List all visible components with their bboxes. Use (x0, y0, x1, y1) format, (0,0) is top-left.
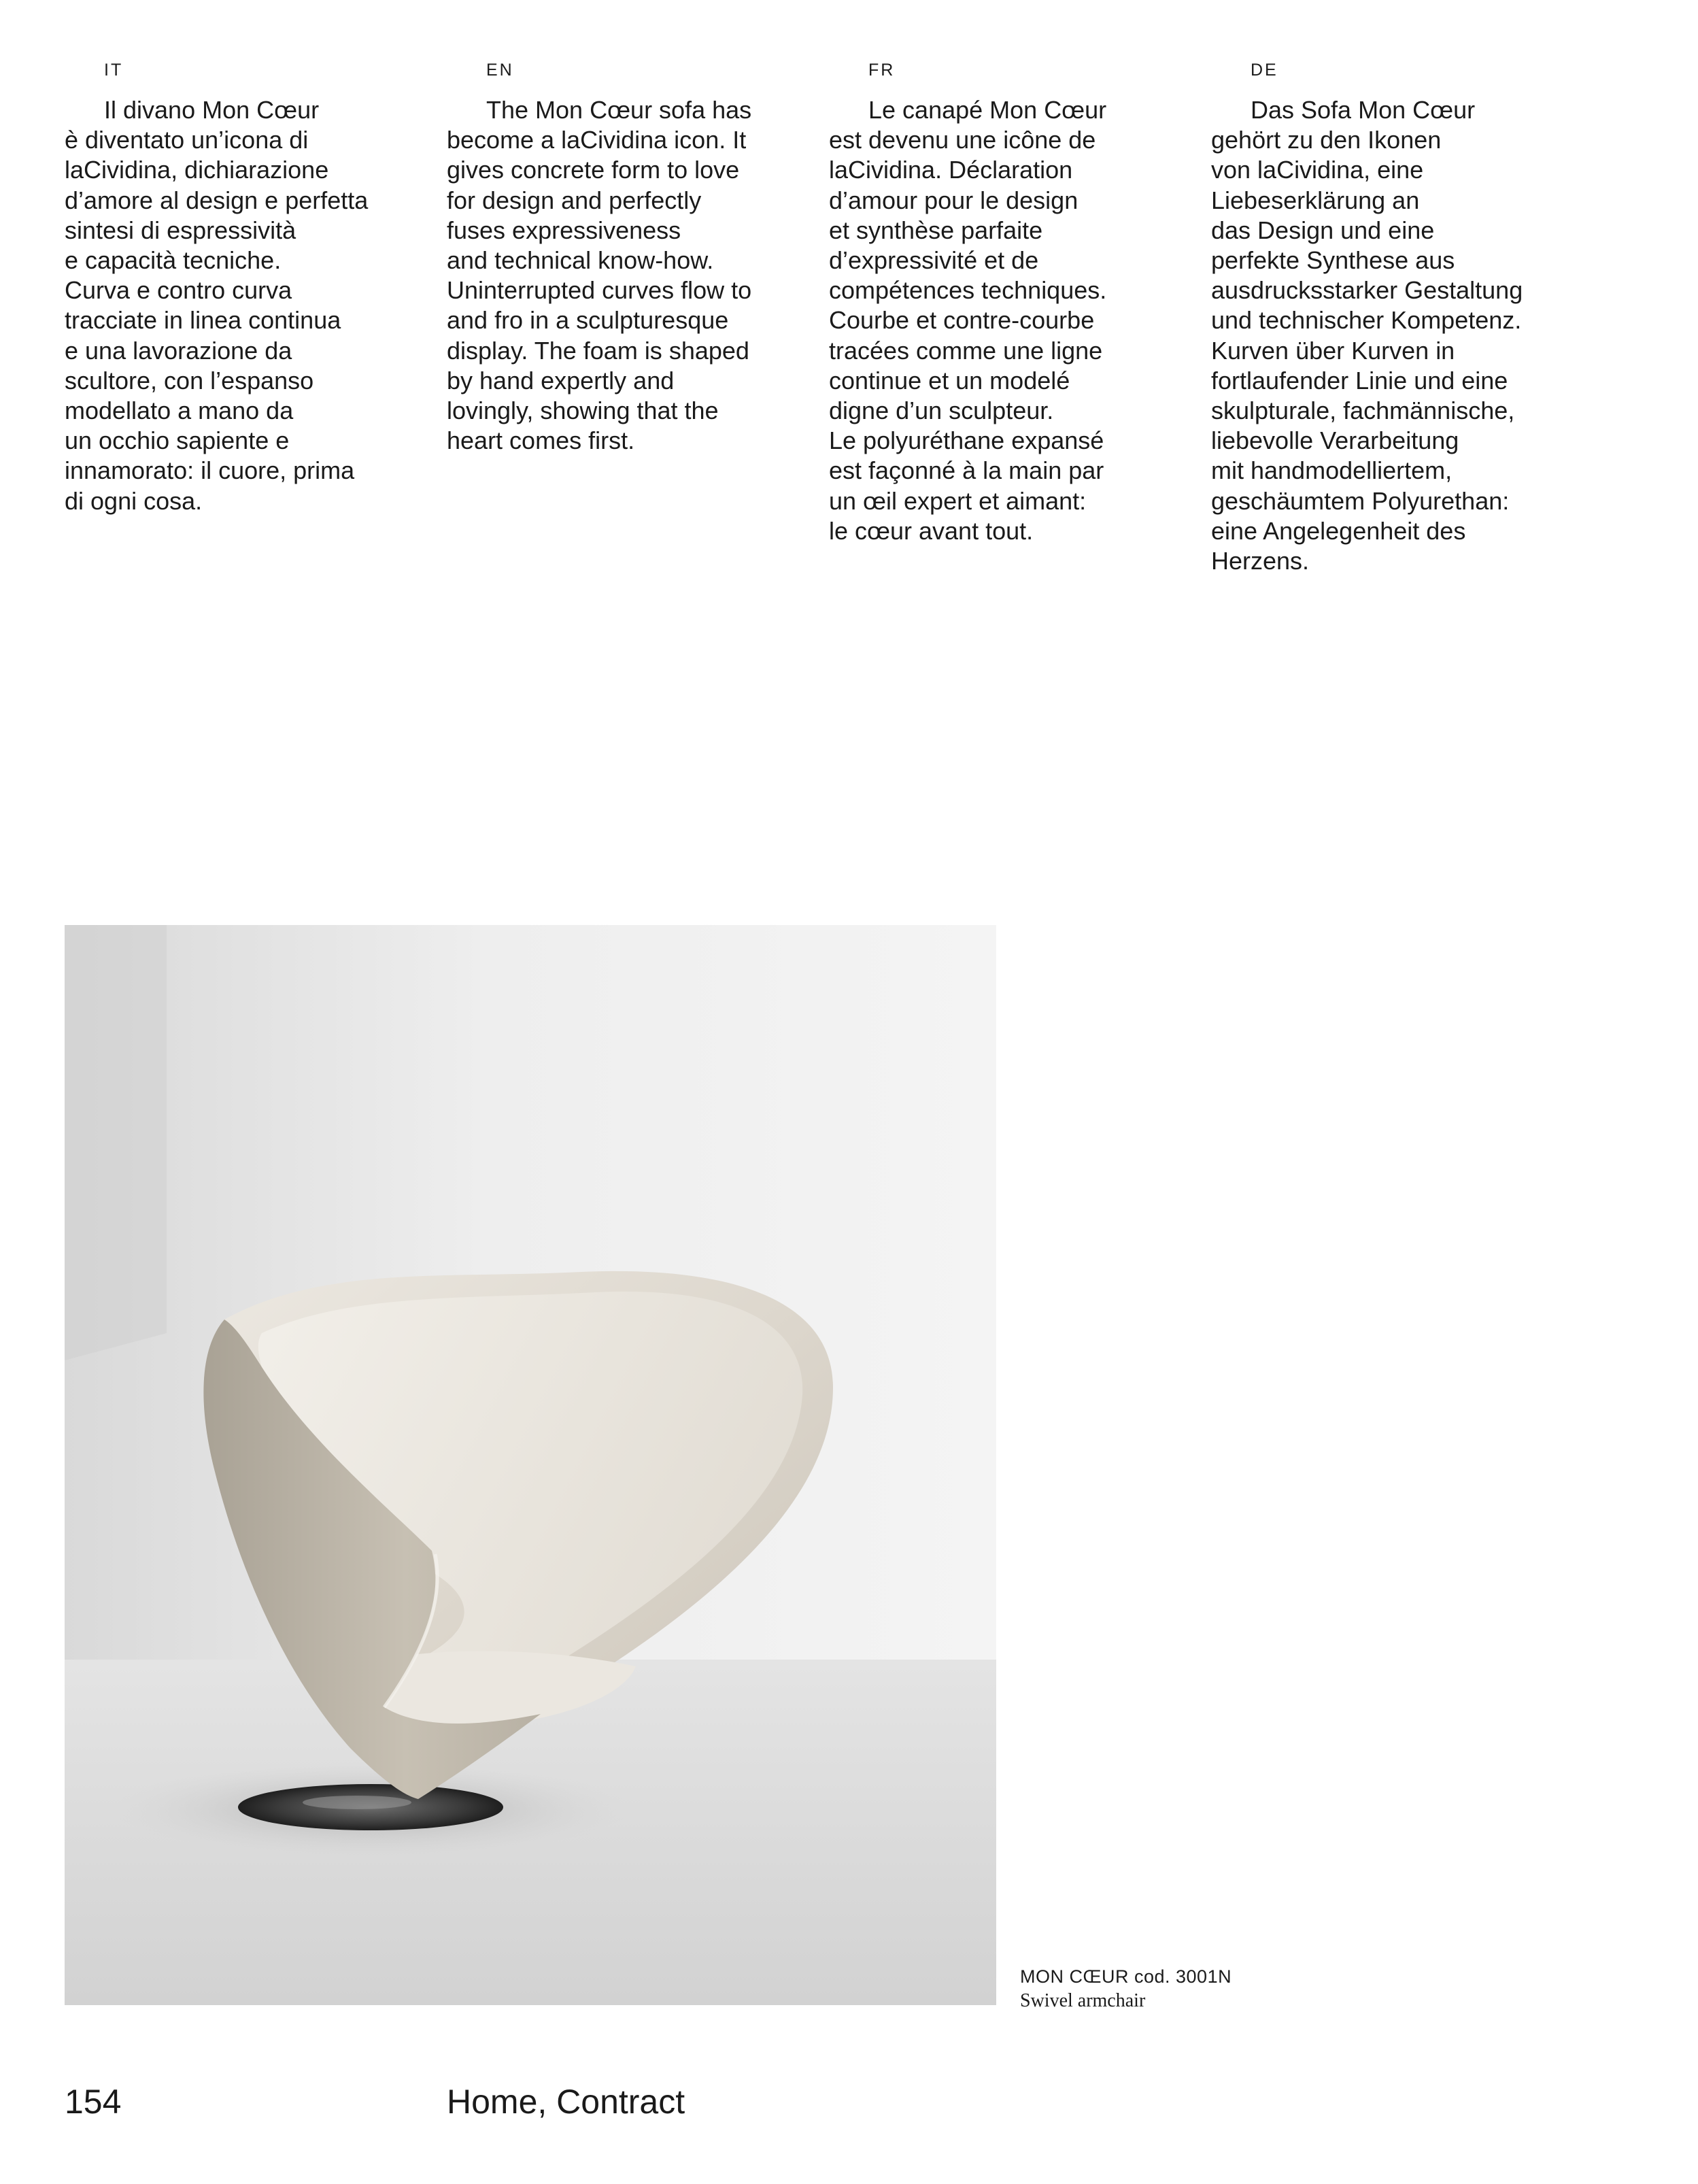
text-column-de (1211, 60, 1565, 576)
text-line: è diventato un’icona di (65, 126, 309, 154)
text-column-en (447, 60, 800, 456)
armchair-illustration (65, 925, 996, 2005)
text-line: laCividina, dichiarazione (65, 156, 329, 184)
language-label: EN (486, 61, 514, 80)
text-line: d’amour pour le design (829, 186, 1079, 214)
text-line: compétences techniques. (829, 276, 1107, 305)
text-line: geschäumtem Polyurethan: (1211, 486, 1510, 515)
text-line: skulpturale, fachmännische, (1211, 397, 1515, 425)
text-line: d’expressivité et de (829, 246, 1039, 275)
text-line: ausdrucksstarker Gestaltung (1211, 276, 1523, 305)
product-name: MON CŒUR cod. 3001N (1020, 1966, 1232, 1987)
text-line: Curva e contro curva (65, 276, 292, 305)
text-line: Liebeserklärung an (1211, 186, 1420, 214)
text-line: est façonné à la main par (829, 456, 1104, 485)
text-column-it (65, 60, 418, 516)
product-type: Swivel armchair (1020, 1990, 1146, 2011)
body-text (1211, 95, 1565, 576)
text-line: continue et un modelé (829, 366, 1070, 394)
text-line: eine Angelegenheit des (1211, 516, 1466, 545)
language-label: IT (104, 61, 124, 80)
text-line: and fro in a sculpturesque (447, 306, 729, 335)
text-line: Kurven über Kurven in (1211, 336, 1455, 365)
text-line: modellato a mano da (65, 397, 294, 425)
text-line: tracciate in linea continua (65, 306, 341, 335)
section-title: Home, Contract (447, 2083, 685, 2121)
text-line: gives concrete form to love (447, 156, 740, 184)
text-line: innamorato: il cuore, prima (65, 456, 355, 485)
text-line: sintesi di espressività (65, 216, 296, 244)
text-line: tracées comme une ligne (829, 336, 1103, 365)
base-highlight (303, 1796, 411, 1809)
body-text (447, 95, 800, 456)
text-line: mit handmodelliertem, (1211, 456, 1453, 485)
text-line: und technischer Kompetenz. (1211, 306, 1522, 335)
text-line: heart comes first. (447, 426, 635, 455)
text-line: display. The foam is shaped (447, 336, 749, 365)
text-line: est devenu une icône de (829, 126, 1096, 154)
text-line: d’amore al design e perfetta (65, 186, 369, 214)
text-line: un occhio sapiente e (65, 426, 290, 455)
text-line: The Mon Cœur sofa has (486, 96, 752, 124)
product-photo (65, 925, 996, 2005)
text-line: become a laCividina icon. It (447, 126, 747, 154)
text-line: le cœur avant tout. (829, 516, 1034, 545)
text-line: e una lavorazione da (65, 336, 292, 365)
text-line: fuses expressiveness (447, 216, 681, 244)
text-line: Le canapé Mon Cœur (868, 96, 1107, 124)
text-line: perfekte Synthese aus (1211, 246, 1455, 275)
text-line: Uninterrupted curves flow to (447, 276, 752, 305)
text-line: un œil expert et aimant: (829, 486, 1087, 515)
language-label: FR (868, 61, 896, 80)
text-line: di ogni cosa. (65, 486, 203, 515)
language-label: DE (1251, 61, 1278, 80)
text-line: by hand expertly and (447, 366, 675, 394)
body-text (65, 95, 418, 516)
text-line: fortlaufender Linie und eine (1211, 366, 1508, 394)
text-line: Herzens. (1211, 547, 1310, 575)
page-number: 154 (65, 2083, 122, 2121)
text-line: das Design und eine (1211, 216, 1435, 244)
text-line: e capacità tecniche. (65, 246, 282, 275)
text-line: scultore, con l’espanso (65, 366, 314, 394)
text-line: Le polyuréthane expansé (829, 426, 1104, 455)
text-line: digne d’un sculpteur. (829, 397, 1054, 425)
text-line: and technical know-how. (447, 246, 714, 275)
text-line: for design and perfectly (447, 186, 702, 214)
text-line: gehört zu den Ikonen (1211, 126, 1442, 154)
photo-caption (1020, 1964, 1232, 2013)
text-line: von laCividina, eine (1211, 156, 1424, 184)
text-line: Il divano Mon Cœur (104, 96, 320, 124)
text-line: laCividina. Déclaration (829, 156, 1073, 184)
text-line: lovingly, showing that the (447, 397, 719, 425)
text-line: Courbe et contre-courbe (829, 306, 1095, 335)
text-line: et synthèse parfaite (829, 216, 1043, 244)
text-line: Das Sofa Mon Cœur (1251, 96, 1476, 124)
text-column-fr (829, 60, 1183, 546)
wall-corner (65, 925, 167, 1360)
body-text (829, 95, 1183, 546)
text-line: liebevolle Verarbeitung (1211, 426, 1459, 455)
